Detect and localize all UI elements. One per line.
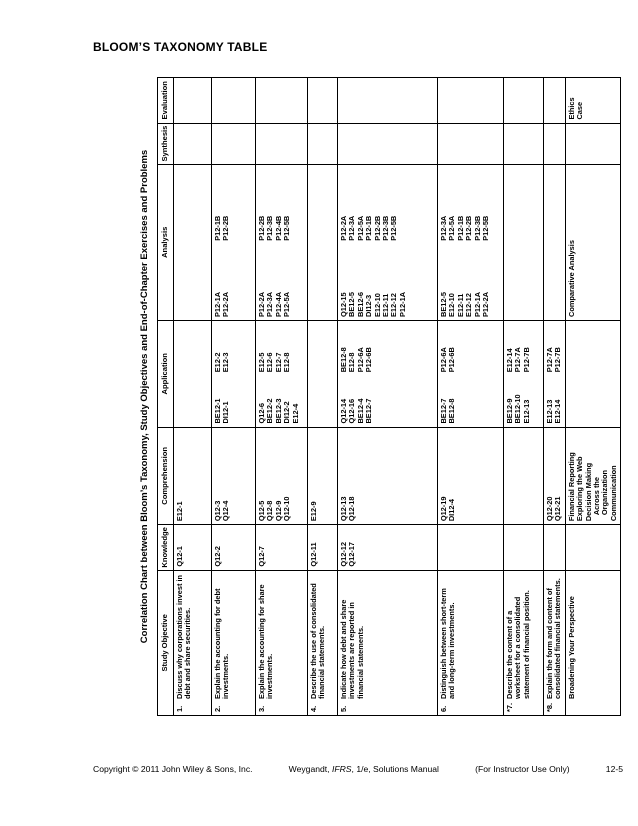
cell-entry: P12-3A [439,215,448,241]
objective-text: Discuss why corporations invest in debt and share securities. [175,574,193,699]
cell-knowledge [338,525,438,570]
cell-entry: Q12-20 [545,496,554,522]
cell-entry: P12-2A [339,215,348,241]
cell-entry: Exploring the Web [575,456,585,522]
cell-analysis [565,164,620,320]
cell-entry: P12-5A [355,215,365,241]
cell-knowledge [565,525,620,570]
cell-entry: Q12-8 [265,500,275,522]
cell-entry: Q12-14 [339,398,348,424]
cell-evaluation [212,78,256,124]
cell-entry: P12-7B [553,347,563,373]
cell-entry: P12-2B [464,215,474,241]
cell-synthesis [504,123,544,164]
objective-number: 1. [175,705,184,712]
table-row [212,78,256,716]
cell-entry: P12-5B [481,215,491,241]
cell-analysis [438,164,504,320]
cell-analysis [256,164,308,320]
cell-comprehension [308,427,338,525]
footer-source: Weygandt, IFRS, 1/e, Solutions Manual [288,764,439,774]
cell-study-objective [174,570,212,715]
cell-application [565,321,620,428]
cell-entry: P12-6A [439,347,448,373]
cell-knowledge [174,525,212,570]
cell-entry: P12-6B [364,347,374,373]
cell-evaluation [308,78,338,124]
cell-entry: E12-10 [372,293,382,318]
cell-study-objective [504,570,544,715]
cell-entry: DI12-1 [221,401,231,424]
cell-application [174,321,212,428]
cell-synthesis [544,123,566,164]
cell-comprehension [438,427,504,525]
footer-copyright: Copyright © 2011 John Wiley & Sons, Inc. [93,764,253,774]
cell-entry: E12-13 [545,399,554,424]
cell-analysis [212,164,256,320]
cell-evaluation [338,78,438,124]
cell-entry: Q12-12 [339,542,348,567]
cell-entry: BE12-2 [265,398,275,424]
table-row [438,78,504,716]
cell-entry: Q12-13 [339,496,348,522]
cell-entry: P12-1B [455,215,465,241]
cell-analysis [338,164,438,320]
cell-entry: P12-4A [273,291,283,318]
cell-application [308,321,338,428]
cell-study-objective [544,570,566,715]
cell-entry: BE12-5 [347,291,357,318]
cell-application [256,321,308,428]
table-body [174,78,621,716]
chart-caption: Correlation Chart between Bloom’s Taxonomy, Study Objectives and End-of-Chapter Exercises and Problems [139,149,150,644]
cell-entry: E12-14 [505,348,514,373]
cell-analysis [504,164,544,320]
cell-application [212,321,256,428]
objective-text: Describe the use of consolidated financial statements. [309,583,327,699]
cell-entry: Q12-16 [347,398,357,424]
cell-synthesis [565,123,620,164]
cell-entry: P12-7A [513,347,523,373]
cell-comprehension [174,427,212,525]
cell-entry: Q12-5 [257,500,266,522]
objective-text: Describe the content of a worksheet for a consolidated statement of financial position. [505,590,531,699]
cell-entry: Q12-17 [347,542,357,567]
cell-entry: P12-7A [545,347,554,373]
cell-entry: P12-3B [265,215,275,241]
cell-knowledge [504,525,544,570]
cell-entry: E12-11 [455,293,465,318]
cell-entry: P12-2B [372,215,382,241]
cell-entry: Decision Making [583,462,593,522]
cell-evaluation [565,78,620,124]
cell-knowledge [438,525,504,570]
cell-analysis [174,164,212,320]
cell-evaluation [256,78,308,124]
header-knowledge: Knowledge [158,525,174,570]
cell-application [504,321,544,428]
cell-entry: Q12-21 [553,496,563,522]
cell-entry: DI12-2 [282,401,292,424]
cell-entry: P12-1B [364,215,374,241]
header-synthesis: Synthesis [158,123,174,164]
bloom-taxonomy-table [157,77,621,716]
cell-study-objective [338,570,438,715]
table-header-row [158,78,174,716]
cell-entry: P12-5A [447,215,457,241]
cell-entry: Q12-10 [282,496,292,522]
cell-entry: Q12-18 [347,496,357,522]
objective-number: 2. [213,705,222,712]
objective-number: 6. [439,705,448,712]
cell-entry: E12-7 [273,352,283,373]
header-application: Application [158,321,174,428]
cell-entry: P12-2B [257,215,266,241]
cell-entry: E12-10 [447,293,457,318]
cell-entry: P12-5B [282,215,292,241]
objective-number: 3. [257,705,266,712]
table-row [504,78,544,716]
objective-number: *8. [545,702,554,712]
cell-entry: Q12-7 [257,546,266,567]
cell-entry: Communication [608,465,618,522]
cell-comprehension [212,427,256,525]
cell-entry: E12-12 [389,293,399,318]
table-row [256,78,308,716]
cell-synthesis [256,123,308,164]
cell-comprehension [504,427,544,525]
page-footer [93,764,623,774]
header-comprehension: Comprehension [158,427,174,525]
cell-entry: BE12-4 [355,398,365,424]
objective-text: Broadening Your Perspective [566,596,576,699]
cell-entry: BE12-5 [439,291,448,318]
cell-entry: Comparative Analysis [566,240,576,318]
cell-evaluation [438,78,504,124]
cell-comprehension [256,427,308,525]
cell-entry: DI12-4 [447,498,457,522]
cell-entry: E12-8 [282,352,292,373]
cell-synthesis [308,123,338,164]
cell-knowledge [544,525,566,570]
table-row [308,78,338,716]
cell-evaluation [544,78,566,124]
cell-entry: Q12-4 [221,500,231,522]
footer-note: (For Instructor Use Only) [475,764,570,774]
cell-entry: P12-1A [397,291,407,318]
objective-number: *7. [505,702,514,712]
cell-application [338,321,438,428]
cell-synthesis [338,123,438,164]
cell-comprehension [338,427,438,525]
cell-entry: Q12-3 [213,500,222,522]
cell-entry: P12-7B [521,347,531,373]
cell-entry: DI12-3 [364,294,374,318]
cell-entry: E12-11 [381,293,391,318]
cell-comprehension [544,427,566,525]
table-row [544,78,566,716]
cell-entry: BE12-1 [213,398,222,424]
footer-page-number: 12-5 [605,764,623,774]
cell-entry: P12-2A [257,291,266,318]
cell-entry: Q12-9 [273,500,283,522]
objective-text: Explain the accounting for debt investments. [213,588,231,699]
cell-study-objective [256,570,308,715]
page-title: BLOOM’S TAXONOMY TABLE [93,40,268,54]
cell-entry: Q12-19 [439,496,448,522]
cell-entry: E12-8 [347,352,357,373]
header-analysis: Analysis [158,164,174,320]
cell-entry: BE12-7 [364,398,374,424]
cell-entry: Across the [592,476,602,516]
cell-entry: P12-5A [282,291,292,318]
cell-entry: P12-6A [355,347,365,373]
cell-entry: BE12-10 [513,394,523,424]
objective-number: 5. [339,705,348,712]
cell-entry: P12-3B [381,215,391,241]
cell-entry: P12-2A [221,291,231,318]
cell-entry: E12-12 [464,293,474,318]
header-evaluation: Evaluation [158,78,174,124]
cell-comprehension [565,427,620,525]
table-row [174,78,212,716]
rotated-chart [133,77,618,716]
cell-entry: P12-6B [447,347,457,373]
cell-entry: BE12-8 [447,398,457,424]
cell-knowledge [212,525,256,570]
cell-entry: BE12-9 [505,398,514,424]
cell-entry: P12-3A [265,291,275,318]
cell-analysis [544,164,566,320]
objective-text: Indicate how debt and share investments are reported in financial statements. [339,599,365,699]
cell-entry: E12-5 [257,352,266,373]
cell-knowledge [308,525,338,570]
cell-application [544,321,566,428]
cell-synthesis [438,123,504,164]
cell-entry: E12-2 [213,352,222,373]
cell-synthesis [174,123,212,164]
cell-synthesis [212,123,256,164]
cell-study-objective [565,570,620,715]
cell-entry: Q12-6 [257,402,266,424]
cell-entry: P12-2B [221,215,231,241]
objective-text: Explain the accounting for share investments. [257,584,275,699]
cell-entry: P12-5B [389,215,399,241]
cell-entry: E12-13 [521,399,531,424]
cell-entry: P12-2A [481,291,491,318]
cell-entry: E12-9 [309,501,318,522]
cell-evaluation [504,78,544,124]
cell-entry: Ethics Case [566,97,585,120]
table-row [565,78,620,716]
objective-number [568,699,576,712]
cell-study-objective [308,570,338,715]
cell-entry: Q12-15 [339,292,348,318]
cell-entry: E12-3 [221,352,231,373]
cell-evaluation [174,78,212,124]
cell-application [438,321,504,428]
cell-entry: P12-4B [273,215,283,241]
cell-study-objective [212,570,256,715]
cell-entry: Q12-2 [213,546,222,567]
cell-entry: E12-14 [553,399,563,424]
header-study-objective: Study Objective [158,570,174,715]
cell-entry: E12-1 [175,501,184,522]
cell-entry: E12-6 [265,352,275,373]
cell-entry: P12-1B [213,215,222,241]
cell-entry: BE12-3 [273,398,283,424]
cell-entry: BE12-7 [439,398,448,424]
objective-text: Explain the form and content of consolidated financial statements. [545,578,563,699]
cell-entry: BE12-8 [339,347,348,373]
cell-entry: BE12-6 [355,291,365,318]
cell-entry: P12-3B [472,215,482,241]
cell-knowledge [256,525,308,570]
cell-study-objective [438,570,504,715]
cell-entry: E12-4 [290,403,300,424]
cell-entry: P12-1A [472,291,482,318]
cell-entry: P12-3A [347,215,357,241]
cell-entry: Q12-1 [175,546,184,567]
cell-entry: P12-1A [213,291,222,318]
cell-entry: Financial Reporting [566,452,576,522]
objective-text: Distinguish between short-term and long-term investments. [439,588,457,699]
cell-analysis [308,164,338,320]
table-row [338,78,438,716]
cell-entry: Q12-11 [309,542,318,567]
objective-number: 4. [309,705,318,712]
cell-entry: Organization [600,470,610,516]
